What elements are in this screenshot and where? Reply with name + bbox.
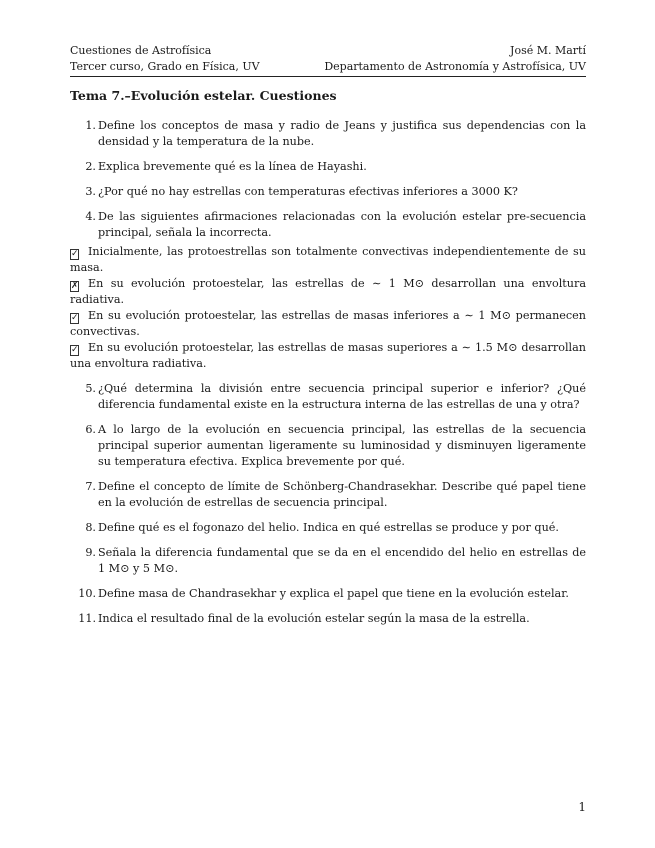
question-number: 7. <box>85 480 96 493</box>
option-text: En su evolución protoestelar, las estrellas de masas superiores a ∼ 1.5 M⊙ desarrollan una envoltura radiativa. <box>70 341 586 370</box>
question-number: 5. <box>85 382 96 395</box>
question-text: Define masa de Chandrasekhar y explica el papel que tiene en la evolución estelar. <box>98 587 569 600</box>
question-item <box>70 422 586 470</box>
question-number: 9. <box>85 546 96 559</box>
question-text: Explica brevemente qué es la línea de Hayashi. <box>98 160 367 173</box>
question-text: ¿Por qué no hay estrellas con temperaturas efectivas inferiores a 3000 K? <box>98 185 518 198</box>
header-rule <box>70 76 586 77</box>
page-header <box>70 43 586 75</box>
question-text: Señala la diferencia fundamental que se da en el encendido del helio en estrellas de 1 M⊙ y 5 M⊙. <box>98 546 586 575</box>
checkbox-icon[interactable]: ✓ <box>71 345 79 355</box>
question-item <box>70 611 586 627</box>
question-text: Define qué es el fogonazo del helio. Indica en qué estrellas se produce y por qué. <box>98 521 559 534</box>
header-course: Cuestiones de Astrofísica <box>70 44 212 57</box>
question-number: 10. <box>78 587 96 600</box>
question-number: 6. <box>85 423 96 436</box>
question-text: De las siguientes afirmaciones relacionadas con la evolución estelar pre-secuencia principal, señala la incorrecta. <box>98 210 586 239</box>
question-text: Define el concepto de límite de Schönberg-Chandrasekhar. Describe qué papel tiene en la evolución de estrellas de secuencia principal. <box>98 480 586 509</box>
question-number: 3. <box>85 185 96 198</box>
option-item <box>70 308 586 340</box>
page-number: 1 <box>578 800 586 814</box>
question-text: Indica el resultado final de la evolución estelar según la masa de la estrella. <box>98 612 530 625</box>
question-number: 8. <box>85 521 96 534</box>
checkbox-icon[interactable]: ✓ <box>71 249 79 259</box>
question-text: Define los conceptos de masa y radio de Jeans y justifica sus dependencias con la densidad y la temperatura de la nube. <box>98 119 586 148</box>
option-list <box>70 244 586 372</box>
question-text: ¿Qué determina la división entre secuencia principal superior e inferior? ¿Qué diferencia fundamental existe en la estructura interna de las estrellas de una y otra? <box>98 382 586 411</box>
question-number: 1. <box>85 119 96 132</box>
header-author: José M. Martí <box>510 44 586 57</box>
question-number: 2. <box>85 160 96 173</box>
question-item <box>70 184 586 200</box>
header-year: Tercer curso, Grado en Física, UV <box>70 60 260 73</box>
question-list <box>70 118 586 636</box>
question-item <box>70 479 586 511</box>
option-item <box>70 244 586 276</box>
option-item <box>70 340 586 372</box>
question-item <box>70 381 586 413</box>
question-item <box>70 209 586 372</box>
option-item <box>70 276 586 308</box>
question-item <box>70 545 586 577</box>
question-number: 4. <box>85 210 96 223</box>
question-number: 11. <box>78 612 96 625</box>
question-item <box>70 159 586 175</box>
checkbox-icon[interactable]: ✗ <box>71 281 79 291</box>
question-item <box>70 586 586 602</box>
page-title: Tema 7.–Evolución estelar. Cuestiones <box>70 88 337 103</box>
header-department: Departamento de Astronomía y Astrofísica, UV <box>324 60 586 73</box>
question-item <box>70 118 586 150</box>
option-text: En su evolución protoestelar, las estrellas de masas inferiores a ∼ 1 M⊙ permanecen convectivas. <box>70 309 586 338</box>
question-item <box>70 520 586 536</box>
question-text: A lo largo de la evolución en secuencia principal, las estrellas de la secuencia principal superior aumentan ligeramente su luminosidad y disminuyen ligeramente su temperatura efectiva. Explica brevemente por qué. <box>98 423 586 468</box>
option-text: En su evolución protoestelar, las estrellas de ∼ 1 M⊙ desarrollan una envoltura radiativa. <box>70 277 586 306</box>
checkbox-icon[interactable]: ✓ <box>71 313 79 323</box>
option-text: Inicialmente, las protoestrellas son totalmente convectivas independientemente de su masa. <box>70 245 586 274</box>
